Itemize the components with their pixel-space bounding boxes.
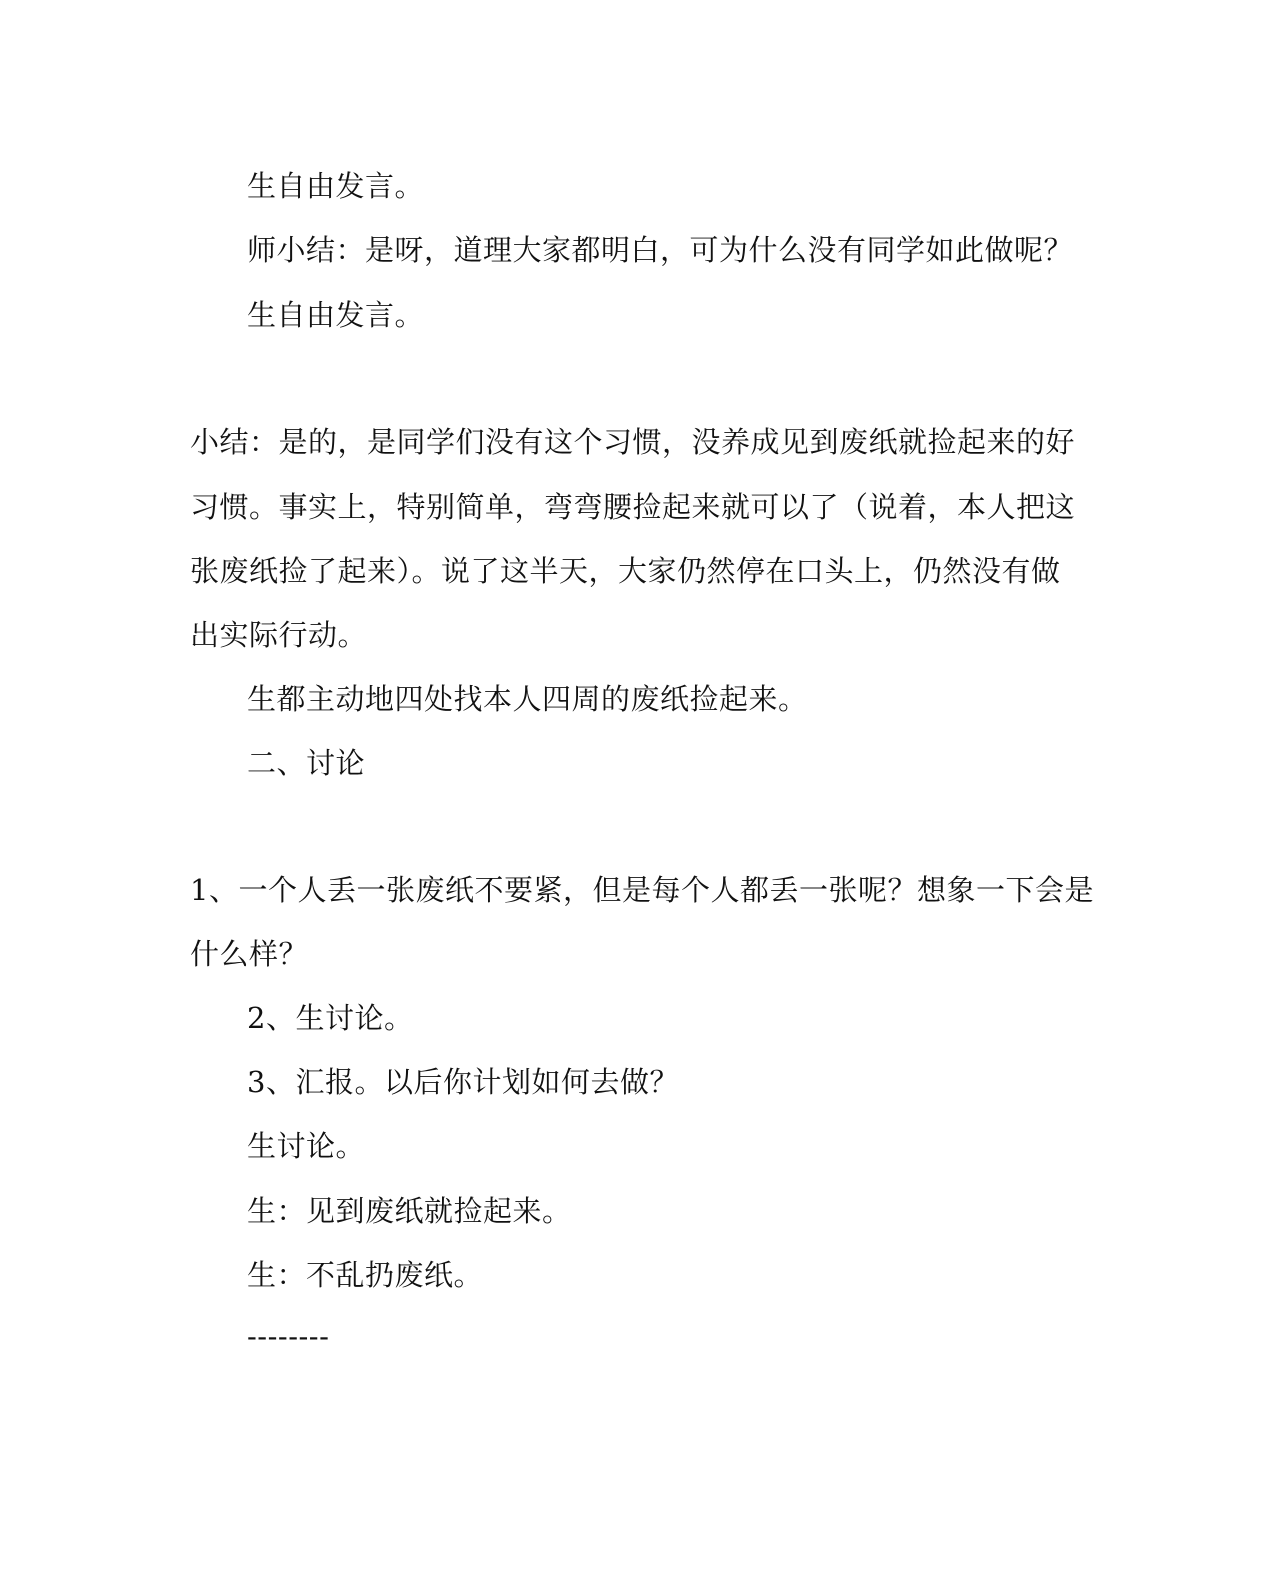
paragraph-student-discuss: 生讨论。 xyxy=(247,1129,366,1163)
section-heading-discussion: 二、讨论 xyxy=(247,746,366,780)
paragraph-student-speak-2: 生自由发言。 xyxy=(247,298,425,332)
paragraph-student-speak-1: 生自由发言。 xyxy=(247,169,425,203)
list-item-3: 3、汇报。以后你计划如何去做？ xyxy=(247,1065,679,1099)
paragraph-question-line-2: 什么样？ xyxy=(190,937,309,971)
paragraph-summary-line-2: 习惯。事实上，特别简单，弯弯腰捡起来就可以了（说着，本人把这 xyxy=(190,490,1076,524)
paragraph-teacher-summary: 师小结：是呀，道理大家都明白，可为什么没有同学如此做呢？ xyxy=(247,233,1074,267)
paragraph-summary-line-3: 张废纸捡了起来）。说了这半天，大家仍然停在口头上，仍然没有做 xyxy=(190,554,1061,588)
paragraph-summary-line-1: 小结：是的，是同学们没有这个习惯，没养成见到废纸就捡起来的好 xyxy=(190,425,1076,459)
paragraph-question-line-1: 1、一个人丢一张废纸不要紧，但是每个人都丢一张呢？想象一下会是 xyxy=(190,873,1094,907)
paragraph-student-answer-2: 生：不乱扔废纸。 xyxy=(247,1258,484,1292)
dashed-separator: -------- xyxy=(247,1319,330,1353)
paragraph-summary-line-4: 出实际行动。 xyxy=(190,618,368,652)
paragraph-student-answer-1: 生：见到废纸就捡起来。 xyxy=(247,1194,572,1228)
list-item-2: 2、生讨论。 xyxy=(247,1001,414,1035)
paragraph-student-action: 生都主动地四处找本人四周的废纸捡起来。 xyxy=(247,682,808,716)
